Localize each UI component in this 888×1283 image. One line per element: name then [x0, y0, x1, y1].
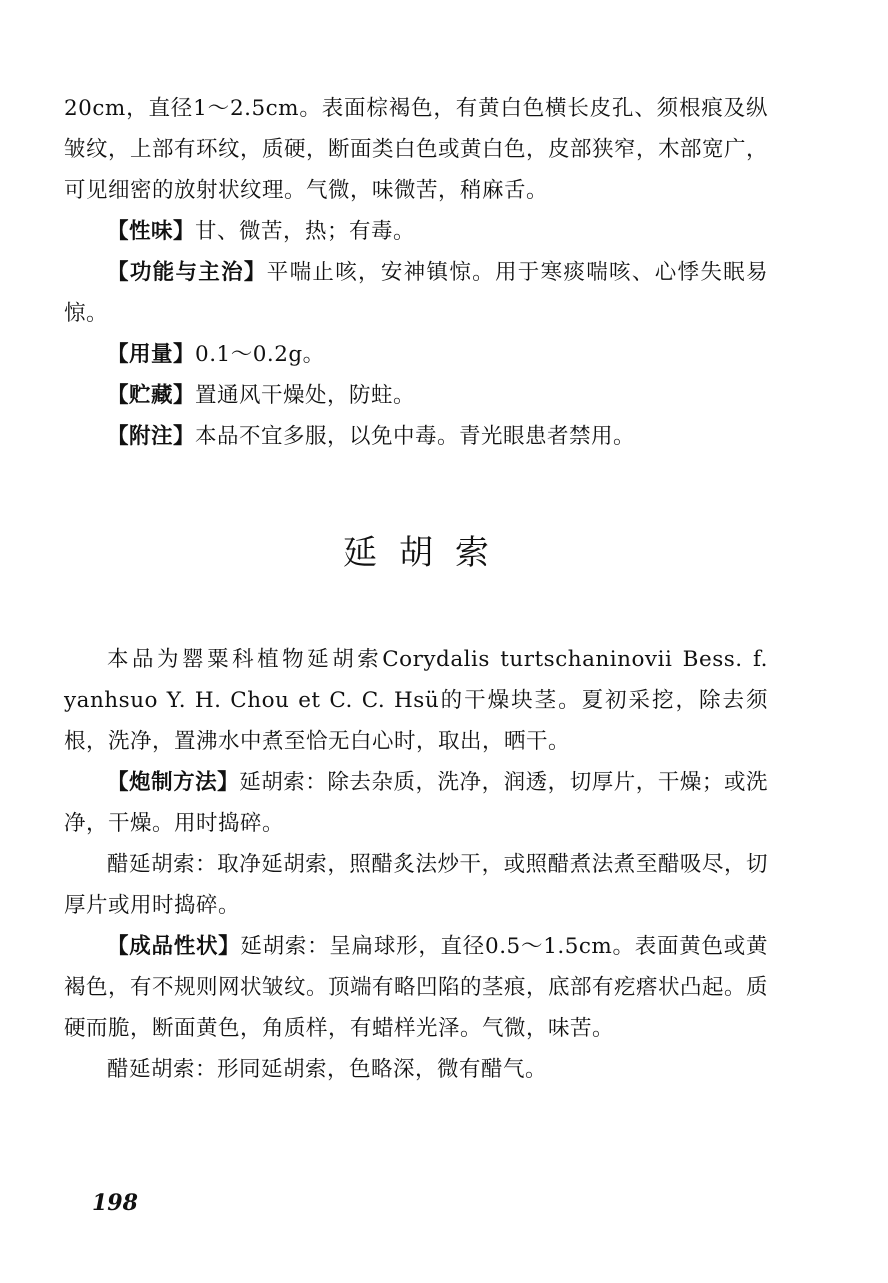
section-title: 延胡索 — [343, 533, 511, 573]
section-spacer — [64, 457, 768, 533]
page-body — [64, 88, 768, 1090]
flavor-text: 甘、微苦，热；有毒。 — [195, 219, 416, 244]
note-text: 本品不宜多服，以免中毒。青光眼患者禁用。 — [195, 424, 636, 449]
dosage-paragraph — [64, 334, 768, 375]
storage-paragraph — [64, 375, 768, 416]
heading-spacer — [64, 573, 768, 639]
dosage-label: 【用量】 — [107, 342, 196, 367]
flavor-label: 【性味】 — [107, 219, 196, 244]
processing-paragraph — [64, 762, 768, 844]
description-continued: 20cm，直径1～2.5cm。表面棕褐色，有黄白色横长皮孔、须根痕及纵皱纹，上部有环纹，质硬，断面类白色或黄白色，皮部狭窄，木部宽广，可见细密的放射状纹理。气微，味微苦，稍麻舌。 — [64, 96, 769, 203]
note-paragraph — [64, 416, 768, 457]
processing-text: 延胡索：除去杂质，洗净，润透，切厚片，干燥；或洗净，干燥。用时捣碎。 — [64, 770, 768, 836]
product-text: 延胡索：呈扁球形，直径0.5～1.5cm。表面黄色或黄褐色，有不规则网状皱纹。顶端有略凹陷的茎痕，底部有疙瘩状凸起。质硬而脆，断面黄色，角质样，有蜡样光泽。气微，味苦。 — [64, 934, 769, 1041]
product-label: 【成品性状】 — [107, 934, 241, 959]
storage-label: 【贮藏】 — [107, 383, 196, 408]
dosage-text: 0.1～0.2g。 — [195, 342, 325, 367]
function-label: 【功能与主治】 — [107, 260, 267, 285]
intro-paragraph: 本品为罂粟科植物延胡索Corydalis turtschaninovii Bess. f. yanhsuo Y. H. Chou et C. C. Hsü的干燥块茎。夏初采挖，除去须根，洗净，置沸水中煮至恰无白心时，取出，晒干。 — [64, 647, 768, 754]
flavor-paragraph — [64, 211, 768, 252]
function-text: 平喘止咳，安神镇惊。用于寒痰喘咳、心悸失眠易惊。 — [64, 260, 768, 326]
page-number: 198 — [92, 1190, 138, 1216]
note-label: 【附注】 — [107, 424, 196, 449]
vinegar-product-paragraph: 醋延胡索：形同延胡索，色略深，微有醋气。 — [107, 1057, 548, 1082]
vinegar-processing-paragraph: 醋延胡索：取净延胡索，照醋炙法炒干，或照醋煮法煮至醋吸尽，切厚片或用时捣碎。 — [64, 852, 768, 918]
function-paragraph — [64, 252, 768, 334]
processing-label: 【炮制方法】 — [107, 770, 240, 795]
storage-text: 置通风干燥处，防蛀。 — [195, 383, 416, 408]
product-paragraph — [64, 926, 768, 1049]
